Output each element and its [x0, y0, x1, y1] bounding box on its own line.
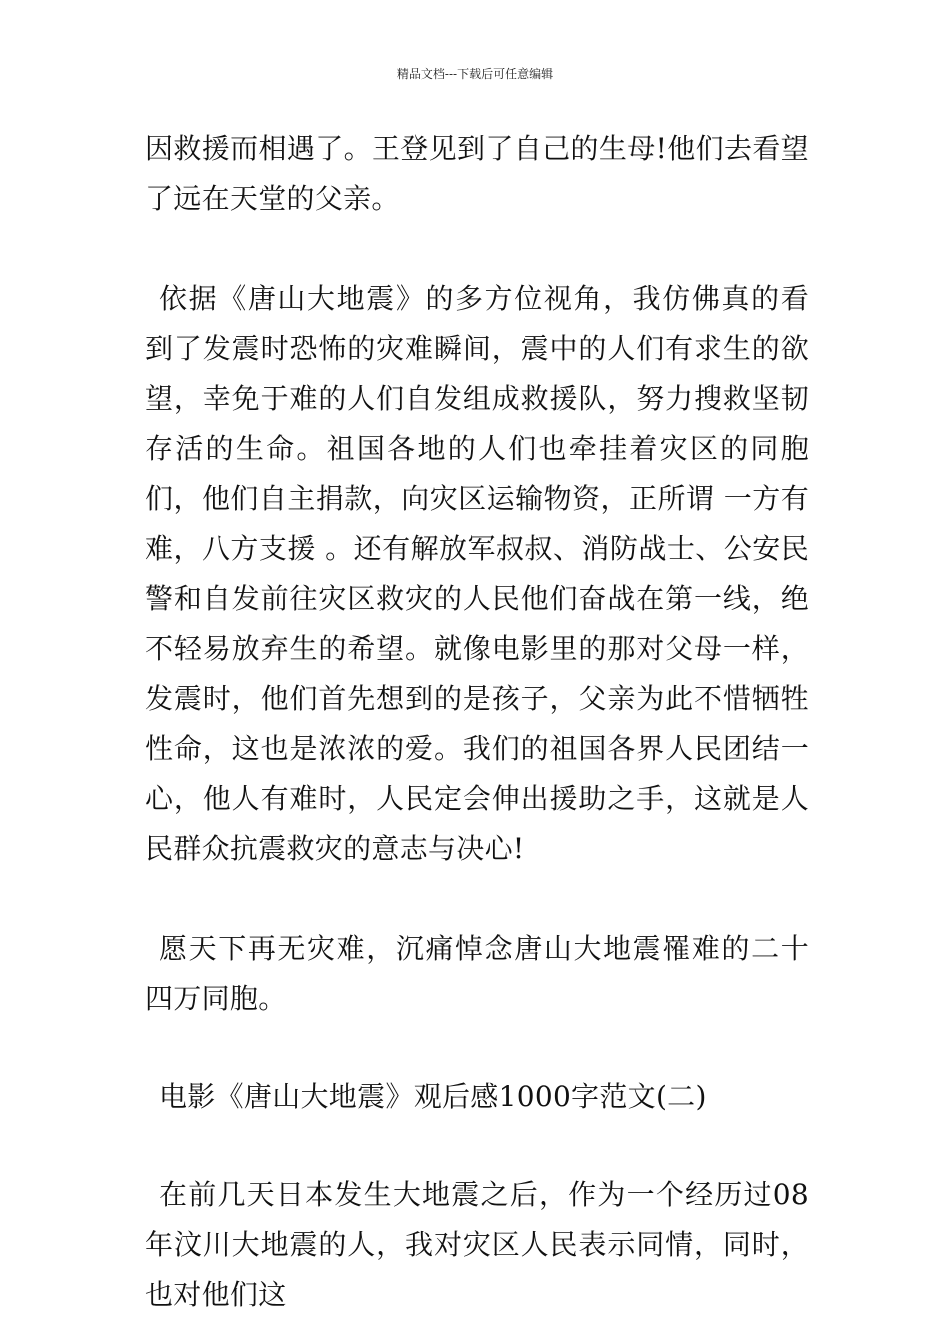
- paragraph-3: 愿天下再无灾难，沉痛悼念唐山大地震罹难的二十四万同胞。: [145, 932, 809, 1015]
- page-header: 精品文档---下载后可任意编辑: [396, 67, 554, 81]
- paragraph-2: 依据《唐山大地震》的多方位视角，我仿佛真的看到了发震时恐怖的灾难瞬间，震中的人们有求生的欲望，幸免于难的人们自发组成救援队，努力搜救坚韧存活的生命。祖国各地的人们也牵挂着灾区的同胞们，他们自主捐款，向灾区运输物资，正所谓 一方有难，八方支援 。还有解放军叔叔、消防战士、公安民警和自发前往灾区救灾的人民他们奋战在第一线，绝不轻易放弃生的希望。就像电影里的那对父母一样，发震时，他们首先想到的是孩子，父亲为此不惜牺牲性命，这也是浓浓的爱。我们的祖国各界人民团结一心，他人有难时，人民定会伸出援助之手，这就是人民群众抗震救灾的意志与决心!: [145, 282, 809, 865]
- section-heading: 电影《唐山大地震》观后感1000字范文(二): [159, 1080, 707, 1113]
- document-body: [145, 124, 809, 1320]
- paragraph-4: 在前几天日本发生大地震之后，作为一个经历过08年汶川大地震的人，我对灾区人民表示同情，同时，也对他们这: [145, 1178, 809, 1311]
- paragraph-spacer: [145, 1024, 809, 1072]
- paragraph-spacer: [145, 874, 809, 924]
- paragraph-1: 因救援而相遇了。王登见到了自己的生母!他们去看望了远在天堂的父亲。: [145, 132, 809, 215]
- paragraph-spacer: [145, 1122, 809, 1170]
- paragraph-spacer: [145, 224, 809, 274]
